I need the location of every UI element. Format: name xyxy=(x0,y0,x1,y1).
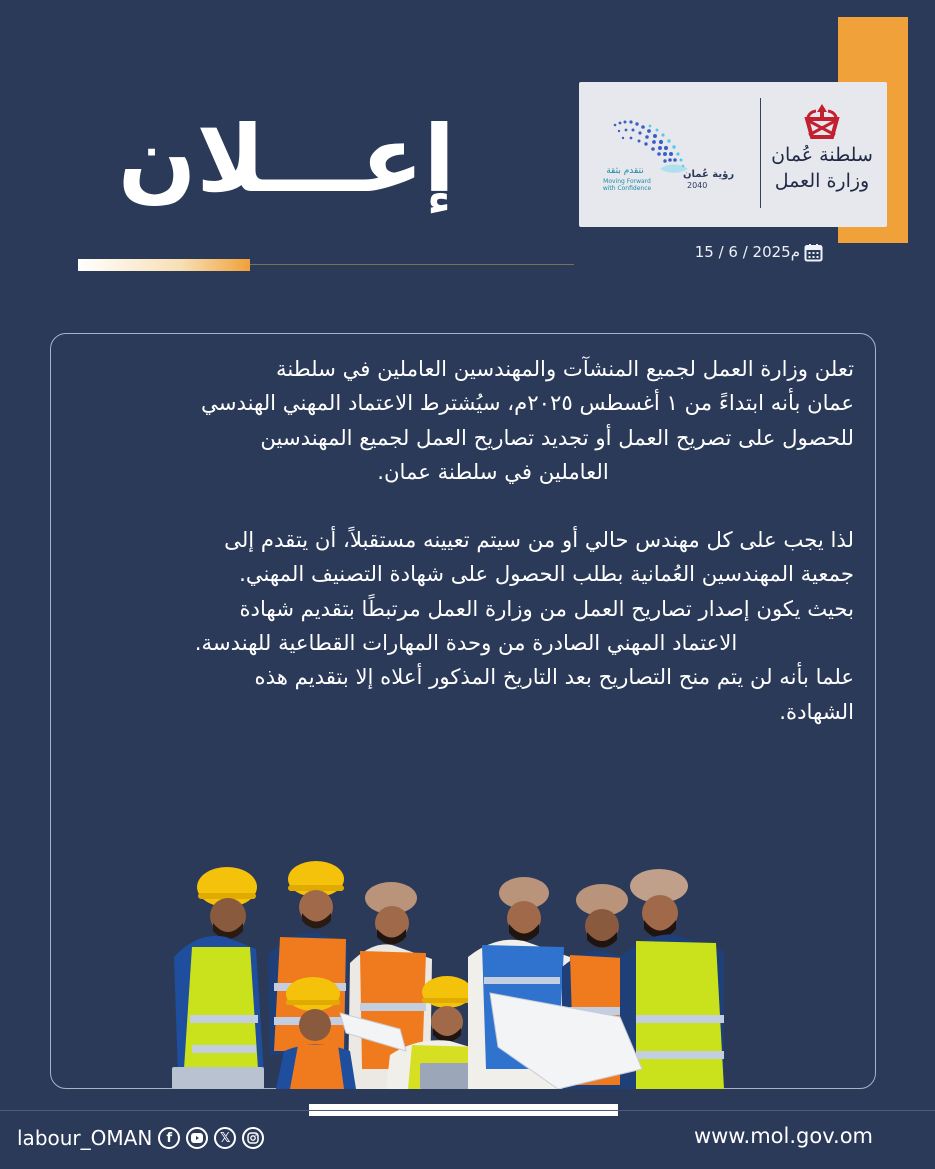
ministry-line-1: سلطنة عُمان xyxy=(771,144,873,166)
paragraph-1-line-2: عمان بأنه ابتداءً من ١ أغسطس ٢٠٢٥م، سيُشترط الاعتماد المهني الهندسي xyxy=(201,390,854,416)
logo-divider xyxy=(760,98,761,208)
slogan-english-2: with Confidence xyxy=(602,185,652,192)
instagram-icon[interactable] xyxy=(242,1127,264,1149)
logo-card xyxy=(579,82,887,227)
footer-divider xyxy=(0,1110,935,1111)
vision-label: رؤية عُمان xyxy=(683,169,735,180)
paragraph-2-line-3: بحيث يكون إصدار تصاريح العمل من وزارة العمل مرتبطًا بتقديم شهادة xyxy=(239,595,854,621)
paragraph-2-line-2: جمعية المهندسين العُمانية بطلب الحصول على شهادة التصنيف المهني. xyxy=(239,561,854,587)
paragraph-3-line-1: علما بأنه لن يتم منح التصاريح بعد التاريخ المذكور أعلاه إلا بتقديم هذه xyxy=(254,664,854,690)
slogan-english-1: Moving Forward xyxy=(603,178,651,185)
paragraph-2-line-1: لذا يجب على كل مهندس حالي أو من سيتم تعيينه مستقبلاً، أن يتقدم إلى xyxy=(224,527,854,553)
x-icon[interactable]: 𝕏 xyxy=(214,1127,236,1149)
slogan-arabic: نتقدم بثقة xyxy=(606,166,644,176)
paragraph-3-line-2: الشهادة. xyxy=(779,698,854,724)
paragraph-1-line-3: للحصول على تصريح العمل أو تجديد تصاريح العمل لجميع المهندسين xyxy=(260,424,854,450)
ministry-line-2: وزارة العمل xyxy=(774,170,870,192)
oman-emblem-icon xyxy=(800,101,844,141)
engineers-group-illustration xyxy=(150,855,745,1089)
ministry-name xyxy=(768,142,876,194)
laptop-left xyxy=(172,1067,264,1089)
website-link[interactable]: www.mol.gov.om xyxy=(693,1124,873,1148)
social-handle-group xyxy=(17,1124,264,1152)
announcement-date xyxy=(668,242,823,262)
page-title: إعـــلان xyxy=(117,106,455,213)
calendar-icon xyxy=(804,243,823,262)
header-accent-bar xyxy=(78,259,250,271)
youtube-icon[interactable] xyxy=(186,1127,208,1149)
social-handle[interactable]: labour_OMAN xyxy=(17,1126,153,1150)
facebook-icon[interactable]: f xyxy=(158,1127,180,1149)
paragraph-2-line-4: الاعتماد المهني الصادرة من وحدة المهارات القطاعية للهندسة. xyxy=(194,630,738,656)
paragraph-gap xyxy=(78,489,854,523)
paragraph-1-line-4: العاملين في سلطنة عمان. xyxy=(377,458,609,484)
announcement-body xyxy=(78,352,854,729)
paragraph-1-line-1: تعلن وزارة العمل لجميع المنشآت والمهندسين العاملين في سلطنة xyxy=(276,356,854,381)
date-text: 15 / 6 / 2025م xyxy=(694,243,800,261)
worker-left xyxy=(174,867,264,1075)
vision-year: 2040 xyxy=(687,181,708,190)
